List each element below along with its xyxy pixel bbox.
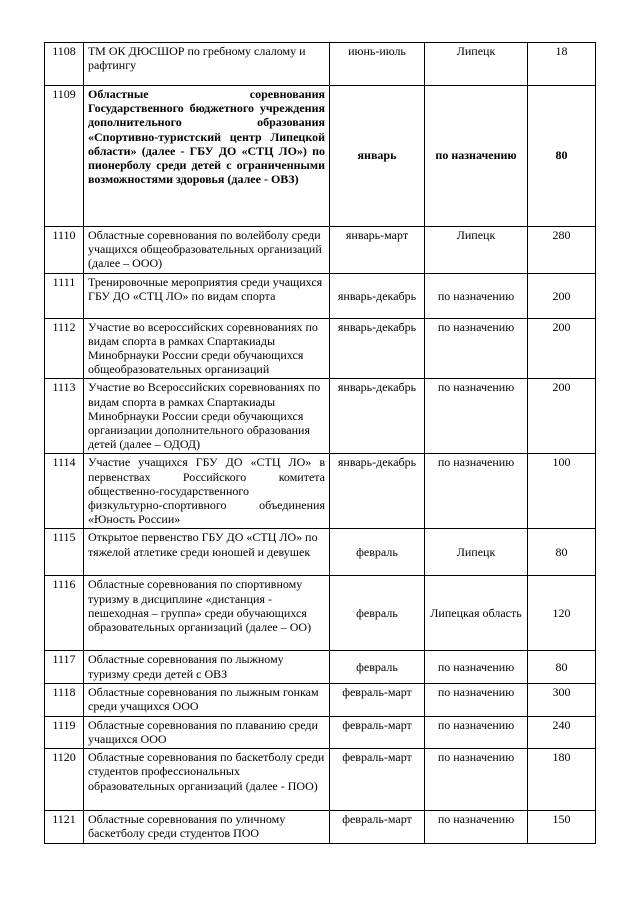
event-date: февраль bbox=[330, 576, 425, 651]
event-name: ТМ ОК ДЮСШОР по гребному слалому и рафтингу bbox=[84, 43, 330, 86]
event-name: Открытое первенство ГБУ ДО «СТЦ ЛО» по тяжелой атлетике среди юношей и девушек bbox=[84, 529, 330, 576]
event-place: Липецкая область bbox=[425, 576, 528, 651]
participant-count: 200 bbox=[528, 318, 596, 379]
participant-count: 280 bbox=[528, 227, 596, 274]
event-date: январь-декабрь bbox=[330, 454, 425, 529]
row-number: 1109 bbox=[45, 86, 84, 227]
event-name: Областные соревнования по баскетболу среди студентов профессиональных образовательных организаций (далее - ПОО) bbox=[84, 749, 330, 811]
event-name: Областные соревнования по спортивному туризму в дисциплине «дистанция - пешеходная – группа» среди обучающихся образовательных организаций (далее – ОО) bbox=[84, 576, 330, 651]
table-row bbox=[45, 227, 596, 274]
table-row bbox=[45, 749, 596, 811]
row-number: 1120 bbox=[45, 749, 84, 811]
event-date: январь-март bbox=[330, 227, 425, 274]
event-place: по назначению bbox=[425, 86, 528, 227]
table-row bbox=[45, 529, 596, 576]
row-number: 1111 bbox=[45, 273, 84, 318]
events-table bbox=[44, 42, 596, 844]
row-number: 1108 bbox=[45, 43, 84, 86]
row-number: 1119 bbox=[45, 716, 84, 748]
event-date: январь bbox=[330, 86, 425, 227]
participant-count: 80 bbox=[528, 86, 596, 227]
participant-count: 120 bbox=[528, 576, 596, 651]
participant-count: 80 bbox=[528, 651, 596, 683]
event-name: Участие во всероссийских соревнованиях по видам спорта в рамках Спартакиады Минобрнауки России среди обучающихся общеобразовательных организаций bbox=[84, 318, 330, 379]
participant-count: 80 bbox=[528, 529, 596, 576]
participant-count: 300 bbox=[528, 683, 596, 716]
event-place: по назначению bbox=[425, 379, 528, 454]
event-name: Участие во Всероссийских соревнованиях по видам спорта в рамках Спартакиады Минобрнауки России среди обучающихся организации дополнительного образования детей (далее – ОДОД) bbox=[84, 379, 330, 454]
table-row bbox=[45, 86, 596, 227]
event-name: Областные соревнования Государственного бюджетного учреждения дополнительного образования «Спортивно-туристский центр Липецкой области» (далее - ГБУ ДО «СТЦ ЛО») по пионерболу среди детей с ограниченными возможностями здоровья (далее - ОВЗ) bbox=[84, 86, 330, 227]
event-place: по назначению bbox=[425, 318, 528, 379]
table-row bbox=[45, 683, 596, 716]
participant-count: 240 bbox=[528, 716, 596, 748]
table-row bbox=[45, 273, 596, 318]
participant-count: 200 bbox=[528, 273, 596, 318]
event-date: февраль-март bbox=[330, 683, 425, 716]
event-place: Липецк bbox=[425, 529, 528, 576]
event-name: Областные соревнования по лыжному туризму среди детей с ОВЗ bbox=[84, 651, 330, 683]
event-place: Липецк bbox=[425, 227, 528, 274]
event-name: Областные соревнования по уличному баскетболу среди студентов ПОО bbox=[84, 811, 330, 844]
row-number: 1121 bbox=[45, 811, 84, 844]
table-row bbox=[45, 454, 596, 529]
event-date: февраль-март bbox=[330, 811, 425, 844]
table-row bbox=[45, 43, 596, 86]
event-name: Областные соревнования по плаванию среди учащихся ООО bbox=[84, 716, 330, 748]
row-number: 1110 bbox=[45, 227, 84, 274]
row-number: 1112 bbox=[45, 318, 84, 379]
event-place: по назначению bbox=[425, 651, 528, 683]
participant-count: 180 bbox=[528, 749, 596, 811]
event-name: Тренировочные мероприятия среди учащихся ГБУ ДО «СТЦ ЛО» по видам спорта bbox=[84, 273, 330, 318]
event-place: по назначению bbox=[425, 749, 528, 811]
table-row bbox=[45, 716, 596, 748]
event-date: февраль bbox=[330, 529, 425, 576]
event-name: Участие учащихся ГБУ ДО «СТЦ ЛО» в первенствах Российского комитета общественно-государственного физкультурно-спортивного объединения «Юность России» bbox=[84, 454, 330, 529]
participant-count: 200 bbox=[528, 379, 596, 454]
event-place: по назначению bbox=[425, 273, 528, 318]
table-row bbox=[45, 318, 596, 379]
event-place: по назначению bbox=[425, 683, 528, 716]
table-row bbox=[45, 379, 596, 454]
event-date: февраль-март bbox=[330, 749, 425, 811]
event-place: по назначению bbox=[425, 454, 528, 529]
event-place: Липецк bbox=[425, 43, 528, 86]
row-number: 1117 bbox=[45, 651, 84, 683]
table-row bbox=[45, 651, 596, 683]
row-number: 1114 bbox=[45, 454, 84, 529]
table-row bbox=[45, 811, 596, 844]
event-name: Областные соревнования по волейболу среди учащихся общеобразовательных организаций (далее – ООО) bbox=[84, 227, 330, 274]
event-place: по назначению bbox=[425, 716, 528, 748]
row-number: 1116 bbox=[45, 576, 84, 651]
event-date: февраль-март bbox=[330, 716, 425, 748]
event-date: январь-декабрь bbox=[330, 273, 425, 318]
row-number: 1118 bbox=[45, 683, 84, 716]
event-place: по назначению bbox=[425, 811, 528, 844]
table-row bbox=[45, 576, 596, 651]
participant-count: 100 bbox=[528, 454, 596, 529]
participant-count: 150 bbox=[528, 811, 596, 844]
event-date: февраль bbox=[330, 651, 425, 683]
event-name: Областные соревнования по лыжным гонкам среди учащихся ООО bbox=[84, 683, 330, 716]
row-number: 1113 bbox=[45, 379, 84, 454]
event-date: июнь-июль bbox=[330, 43, 425, 86]
row-number: 1115 bbox=[45, 529, 84, 576]
participant-count: 18 bbox=[528, 43, 596, 86]
event-date: январь-декабрь bbox=[330, 379, 425, 454]
event-date: январь-декабрь bbox=[330, 318, 425, 379]
